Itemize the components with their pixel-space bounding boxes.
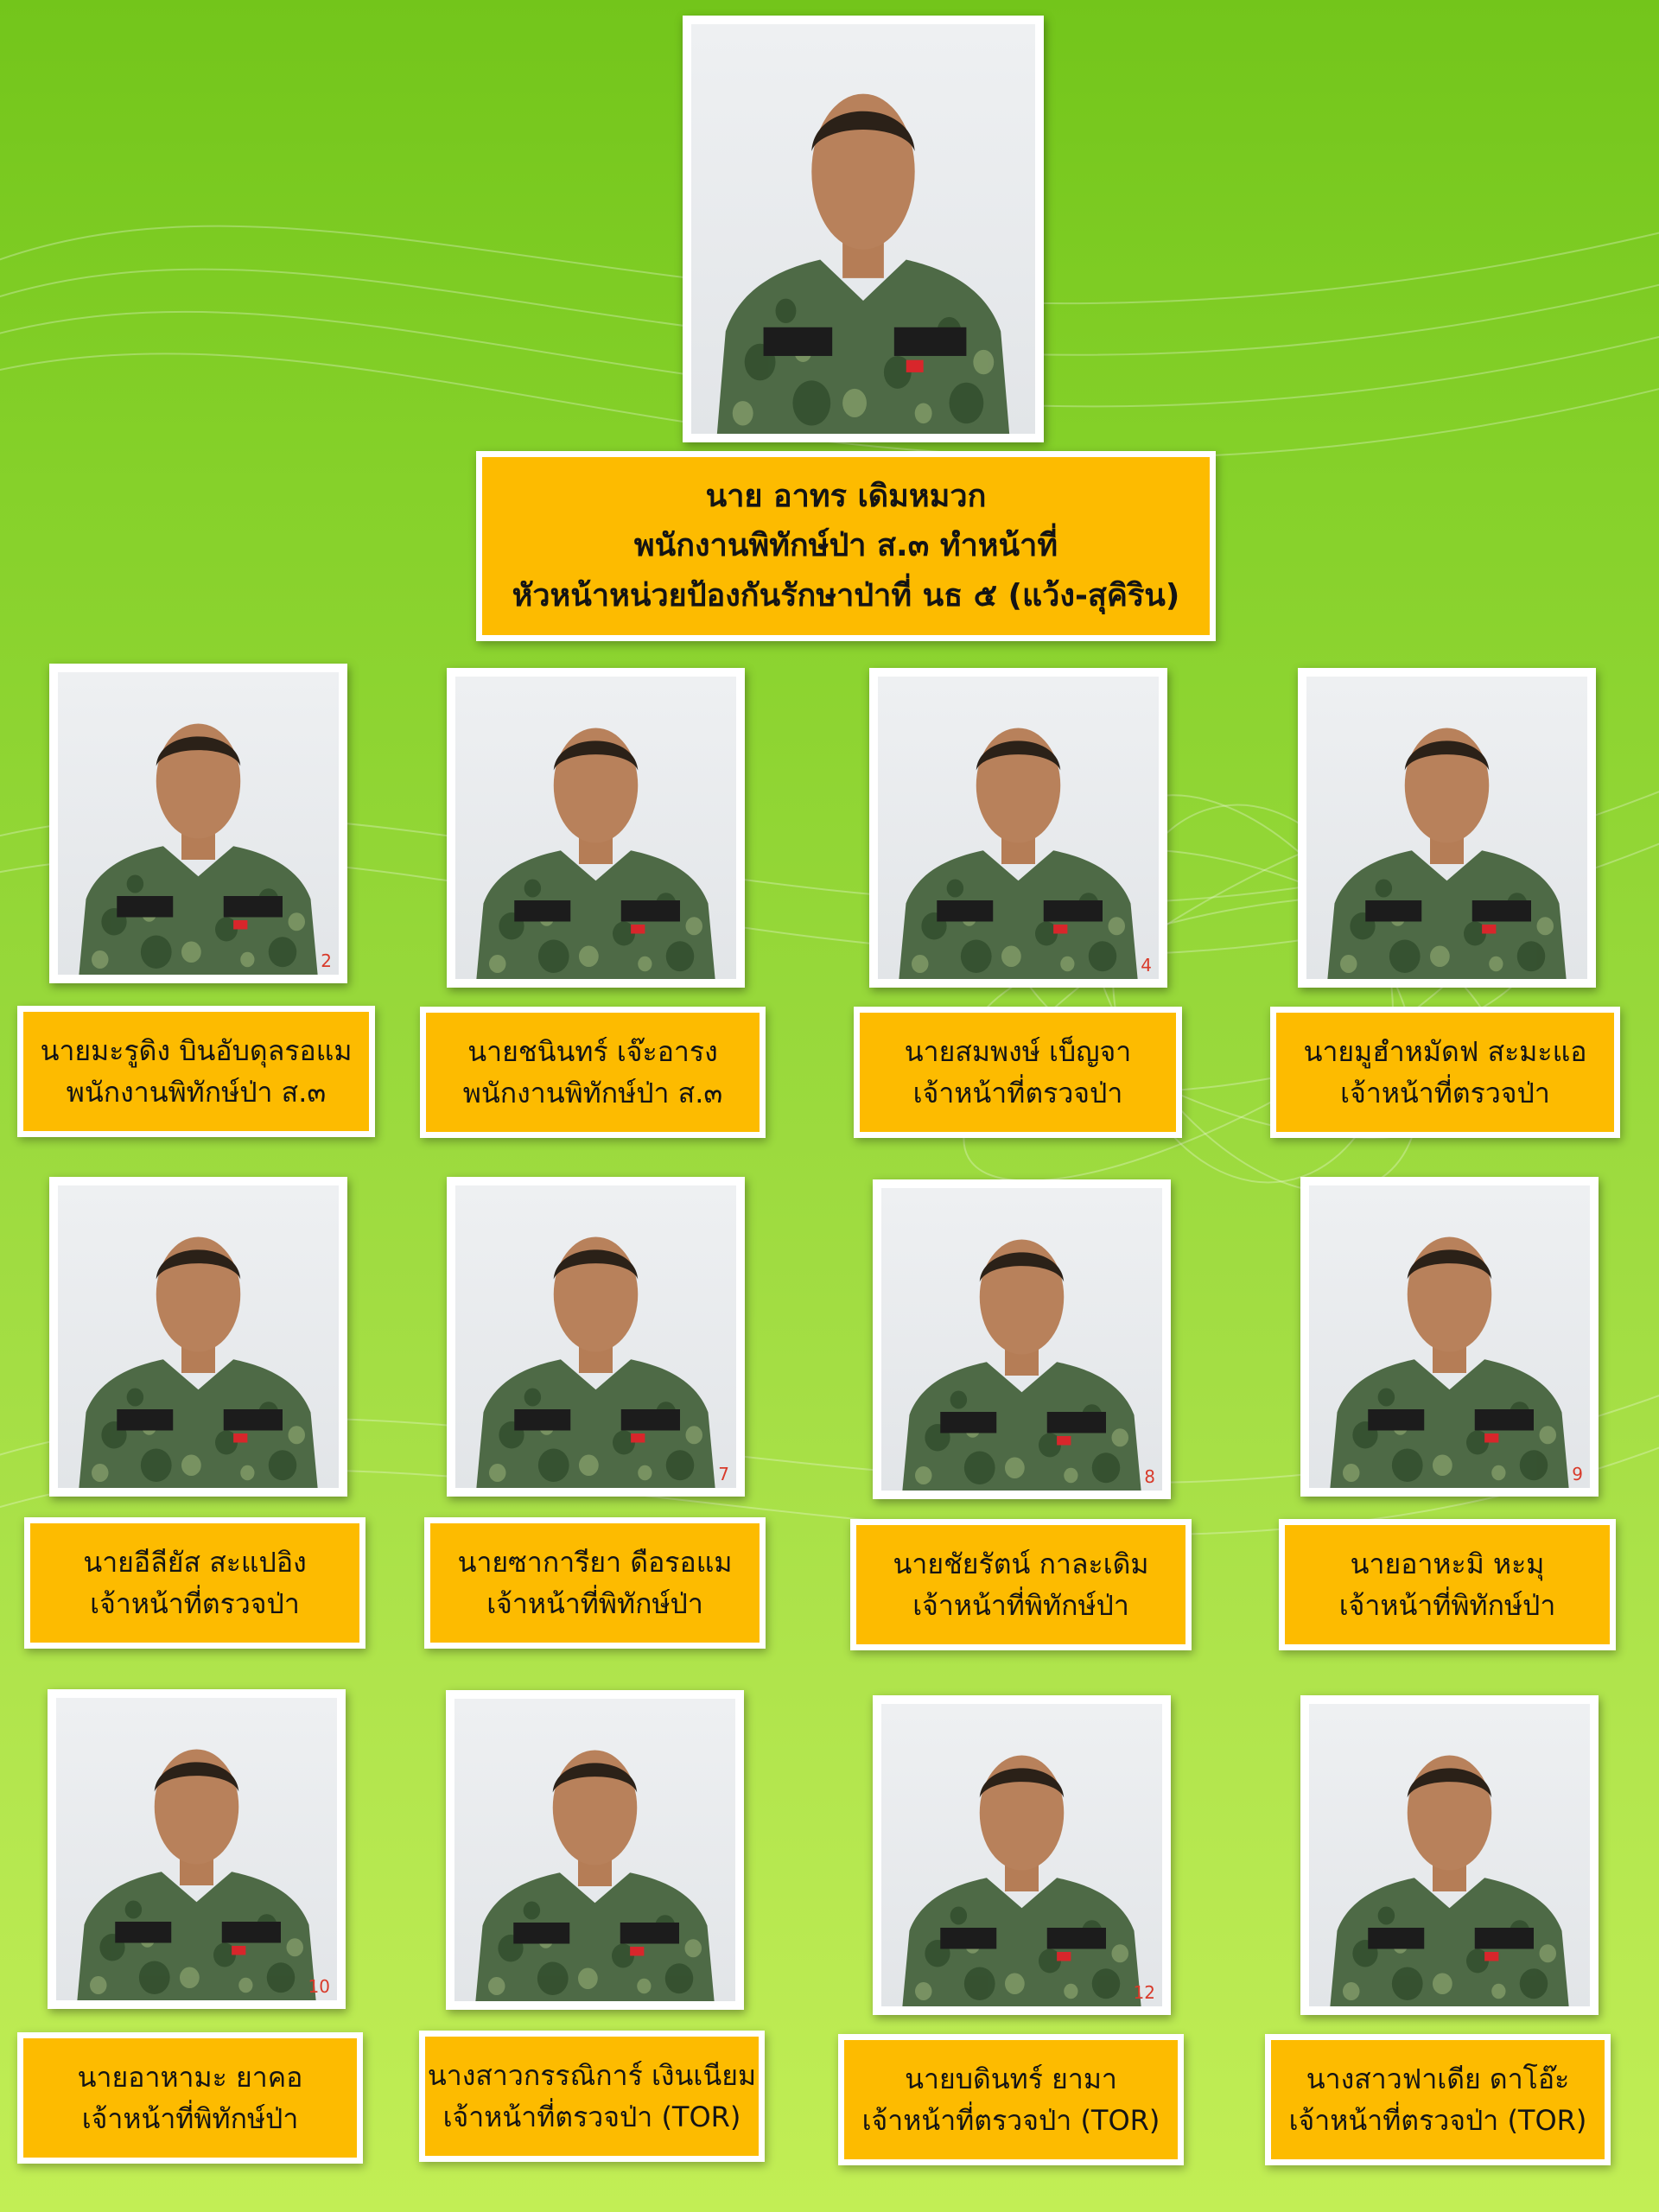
staff-photo	[446, 1690, 744, 2010]
staff-caption	[420, 1007, 766, 1138]
staff-portrait-image	[58, 672, 339, 975]
staff-position: เจ้าหน้าที่พิทักษ์ป่า	[81, 2102, 299, 2135]
staff-position: เจ้าหน้าที่พิทักษ์ป่า	[486, 1587, 703, 1620]
staff-name: นางสาวฟาเดีย ดาโอ๊ะ	[1306, 2063, 1570, 2095]
staff-caption	[1270, 1007, 1620, 1138]
staff-caption	[419, 2031, 765, 2162]
staff-position: เจ้าหน้าที่ตรวจป่า	[912, 1077, 1123, 1109]
staff-photo	[447, 668, 745, 988]
photo-number: 9	[1572, 1464, 1583, 1484]
photo-number: 12	[1133, 1982, 1155, 2003]
staff-position: พนักงานพิทักษ์ป่า ส.๓	[66, 1076, 327, 1109]
staff-name: นายซาการียา ดือรอแม	[457, 1546, 733, 1579]
staff-caption	[24, 1517, 365, 1649]
photo-number: 10	[308, 1976, 330, 1997]
staff-portrait-image	[58, 1185, 339, 1488]
chief-photo	[683, 16, 1044, 442]
staff-portrait-image	[1309, 1185, 1590, 1488]
staff-photo	[49, 1177, 347, 1497]
staff-portrait-image	[878, 677, 1159, 979]
staff-caption	[17, 1006, 375, 1137]
staff-name: นายอาหามะ ยาคอ	[77, 2061, 303, 2094]
staff-position: พนักงานพิทักษ์ป่า ส.๓	[462, 1077, 723, 1109]
staff-position: เจ้าหน้าที่ตรวจป่า (TOR)	[442, 2101, 741, 2133]
photo-number: 8	[1144, 1466, 1155, 1487]
chief-role: หัวหน้าหน่วยป้องกันรักษาป่าที่ นธ ๕ (แว้ง-สุคิริน)	[512, 577, 1180, 613]
staff-photo	[49, 664, 347, 983]
chief-portrait-image	[691, 24, 1035, 434]
staff-name: นายอาหะมิ หะมุ	[1350, 1548, 1545, 1580]
staff-portrait-image	[455, 677, 736, 979]
staff-portrait-image	[881, 1188, 1162, 1491]
staff-caption	[1279, 1519, 1616, 1650]
staff-position: เจ้าหน้าที่ตรวจป่า	[90, 1587, 300, 1620]
staff-name: นายมะรูดิง บินอับดุลรอแม	[40, 1034, 353, 1067]
staff-position: เจ้าหน้าที่ตรวจป่า (TOR)	[1288, 2104, 1587, 2137]
staff-photo	[1300, 1177, 1599, 1497]
staff-portrait-image	[881, 1704, 1162, 2006]
staff-name: นางสาวกรรณิการ์ เงินเนียม	[427, 2059, 757, 2092]
staff-photo	[1300, 1695, 1599, 2015]
staff-portrait-image	[1306, 677, 1587, 979]
staff-caption	[854, 1007, 1182, 1138]
staff-photo	[873, 1695, 1171, 2015]
staff-position: เจ้าหน้าที่พิทักษ์ป่า	[912, 1589, 1129, 1622]
staff-portrait-image	[56, 1698, 337, 2000]
chief-name: นาย อาทร เดิมหมวก	[705, 478, 987, 514]
staff-name: นายมูฮำหมัดฟ สะมะแอ	[1303, 1035, 1587, 1068]
staff-name: นายชัยรัตน์ กาละเดิม	[893, 1548, 1149, 1580]
staff-photo	[48, 1689, 346, 2009]
staff-name: นายอีลียัส สะแปอิง	[83, 1546, 307, 1579]
chief-caption	[476, 451, 1216, 641]
photo-number: 7	[718, 1464, 729, 1484]
staff-name: นายชนินทร์ เจ๊ะอารง	[467, 1035, 718, 1068]
staff-portrait-image	[454, 1699, 735, 2001]
chief-position: พนักงานพิทักษ์ป่า ส.๓ ทำหน้าที่	[633, 528, 1058, 564]
staff-name: นายบดินทร์ ยามา	[905, 2063, 1117, 2095]
staff-photo	[873, 1179, 1171, 1499]
staff-caption	[17, 2032, 363, 2164]
staff-position: เจ้าหน้าที่ตรวจป่า	[1340, 1077, 1550, 1109]
staff-position: เจ้าหน้าที่พิทักษ์ป่า	[1338, 1589, 1556, 1622]
staff-caption	[1265, 2034, 1611, 2165]
staff-caption	[850, 1519, 1192, 1650]
staff-caption	[838, 2034, 1184, 2165]
staff-portrait-image	[1309, 1704, 1590, 2006]
staff-photo	[1298, 668, 1596, 988]
staff-name: นายสมพงษ์ เบ็ญจา	[904, 1035, 1132, 1068]
staff-photo	[869, 668, 1167, 988]
staff-position: เจ้าหน้าที่ตรวจป่า (TOR)	[861, 2104, 1160, 2137]
photo-number: 4	[1141, 955, 1152, 976]
photo-number: 2	[321, 950, 332, 971]
staff-photo	[447, 1177, 745, 1497]
staff-portrait-image	[455, 1185, 736, 1488]
staff-caption	[424, 1517, 766, 1649]
